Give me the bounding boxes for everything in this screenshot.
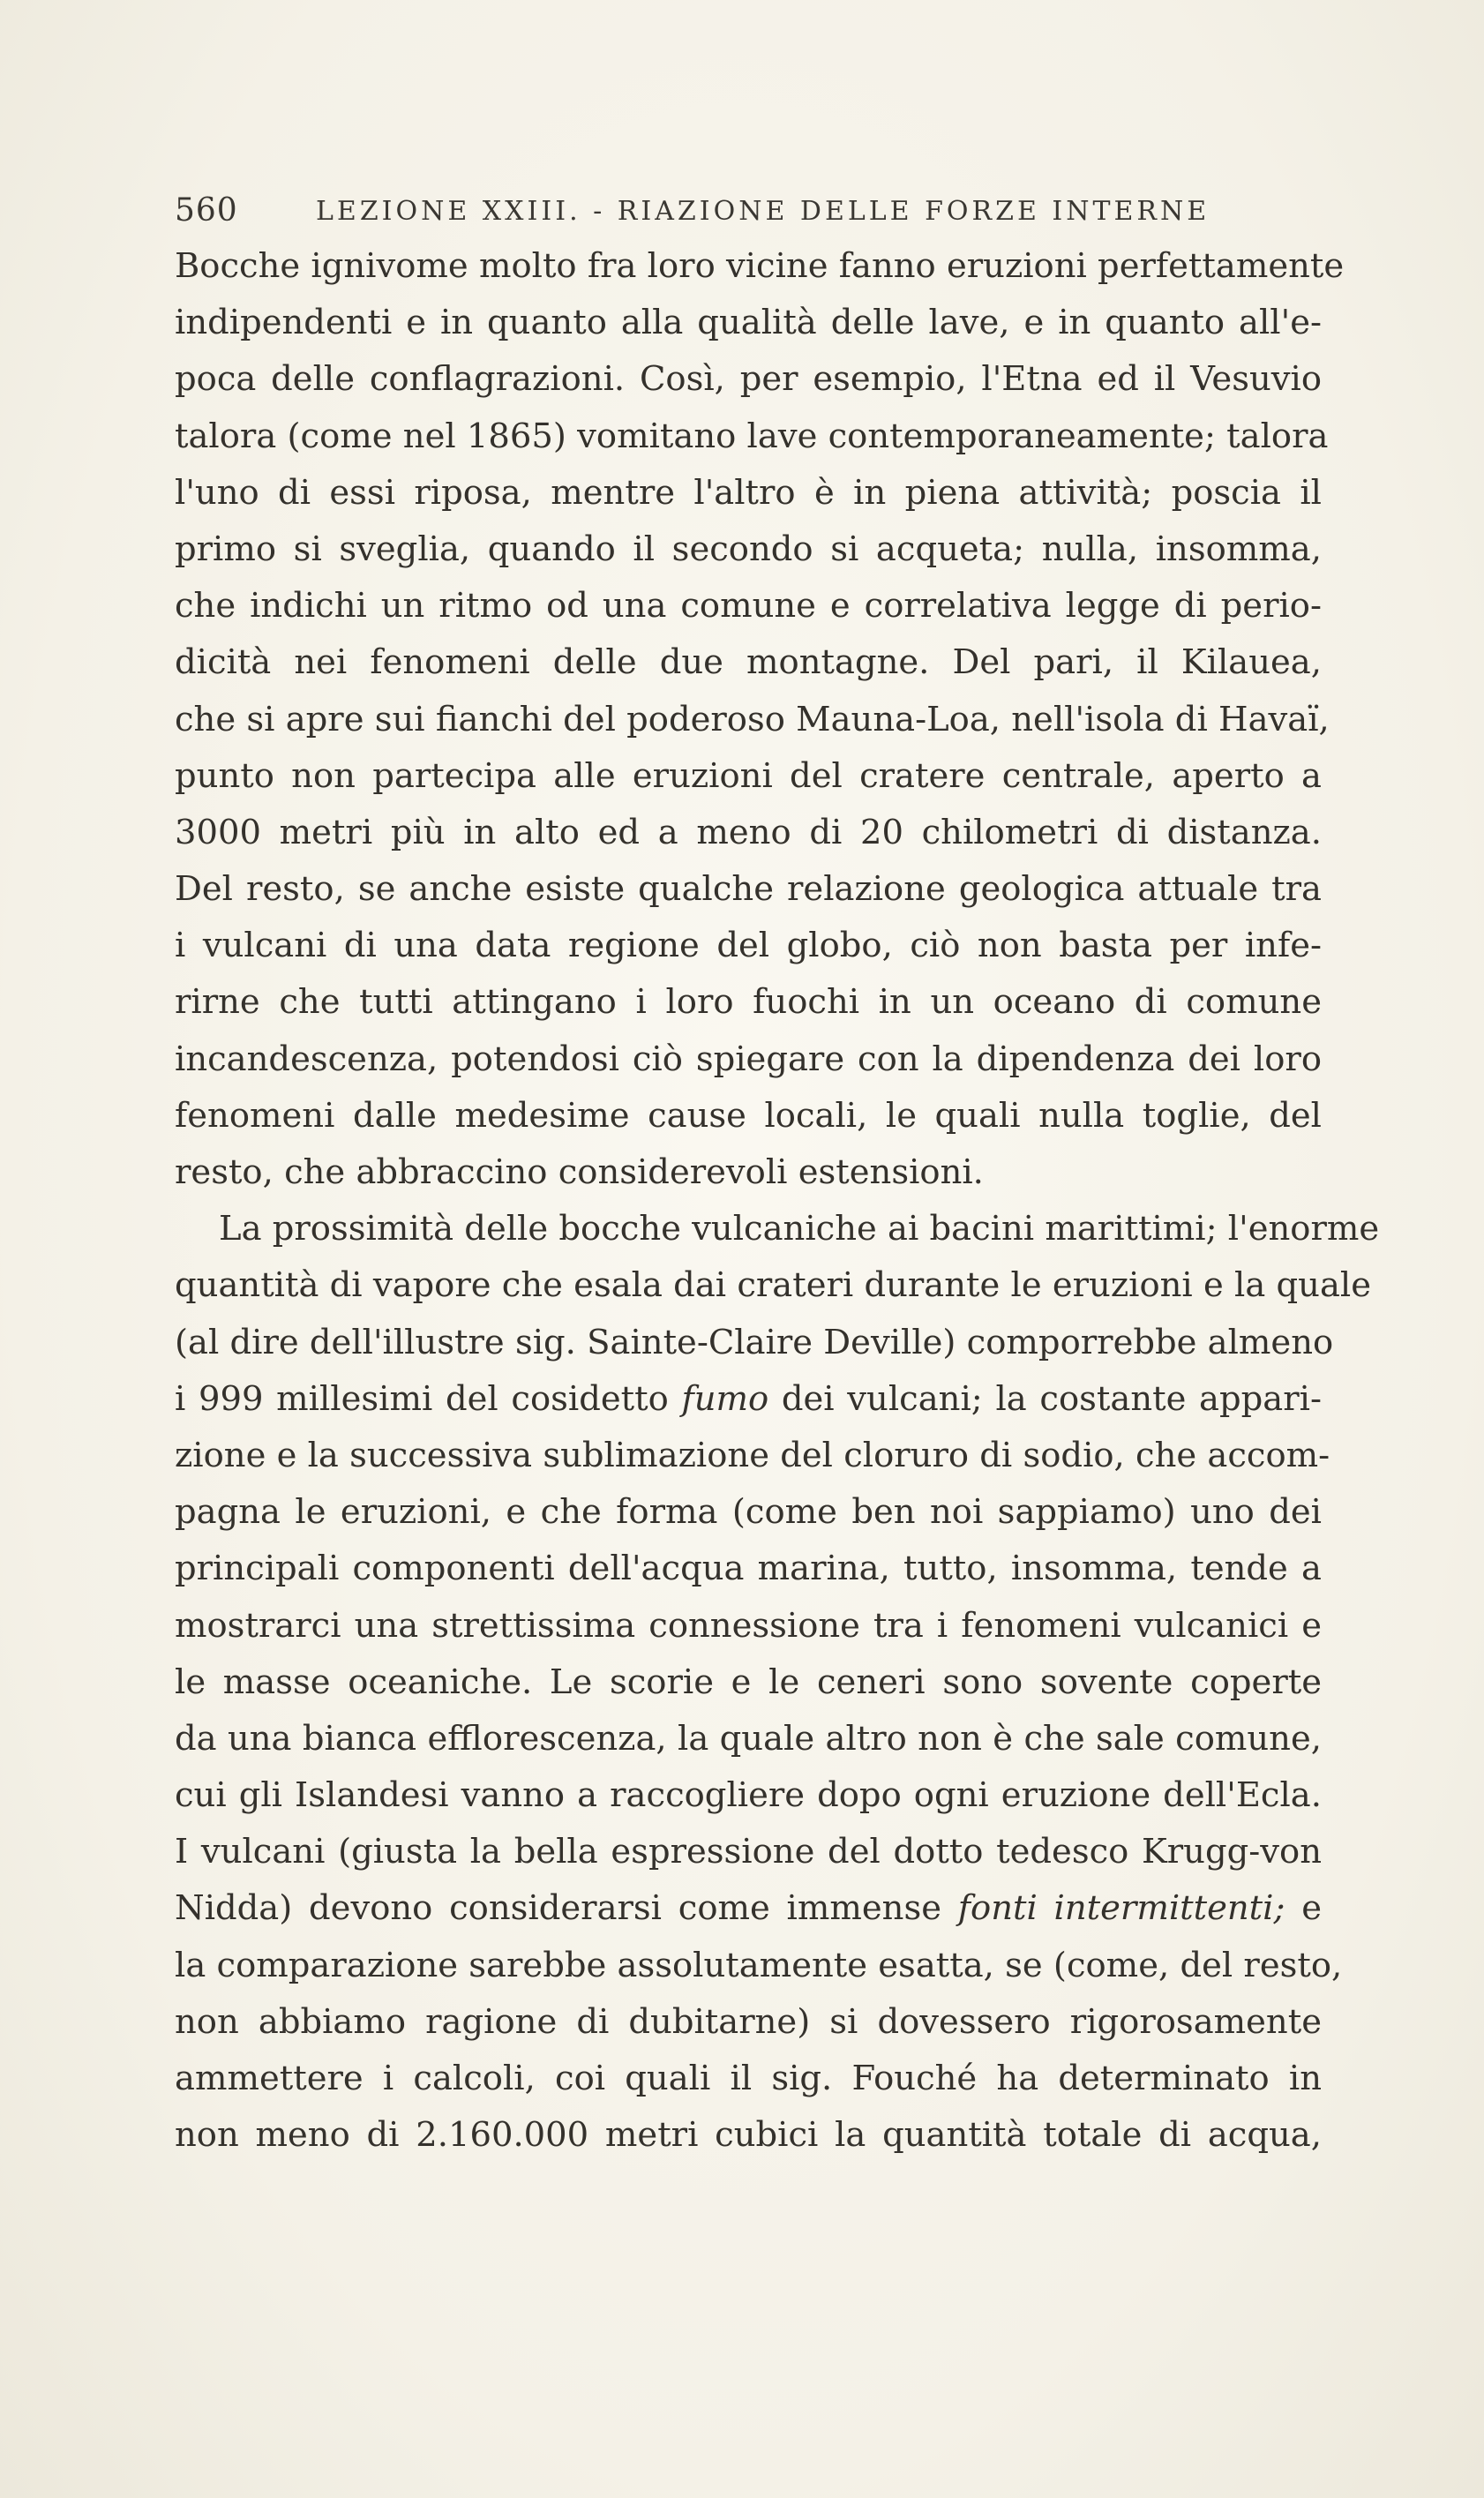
text-line: la comparazione sarebbe assolutamente esatta, se (come, del resto, xyxy=(175,1945,1343,1985)
text-line: quantità di vapore che esala dai crateri durante le eruzioni e la quale xyxy=(175,1265,1371,1306)
italic-term: fonti intermittenti; xyxy=(957,1888,1285,1929)
body-text xyxy=(175,238,1380,2164)
text-line: cui gli Islandesi vanno a raccogliere dopo ogni eruzione dell'Ecla. xyxy=(175,1775,1322,1816)
text-line: che si apre sui fianchi del poderoso Mauna-Loa, nell'isola di Havaï, xyxy=(175,699,1330,739)
text-line: le masse oceaniche. Le scorie e le ceneri sono sovente coperte xyxy=(175,1662,1322,1702)
text-line: La prossimità delle bocche vulcaniche ai bacini marittimi; l'enorme xyxy=(219,1209,1380,1249)
text-line-with-italic xyxy=(175,1880,1322,1937)
text-segment: Nidda) devono considerarsi come immense xyxy=(175,1888,942,1929)
text-line: non meno di 2.160.000 metri cubici la quantità totale di acqua, xyxy=(175,2115,1322,2156)
text-line: dicità nei fenomeni delle due montagne. Del pari, il Kilauea, xyxy=(175,642,1322,683)
text-line: talora (come nel 1865) vomitano lave contemporaneamente; talora xyxy=(175,416,1329,456)
text-line: rirne che tutti attingano i loro fuochi in un oceano di comune xyxy=(175,982,1322,1023)
text-line-with-italic xyxy=(175,1371,1322,1428)
text-line: indipendenti e in quanto alla qualità delle lave, e in quanto all'e- xyxy=(175,303,1322,343)
text-line: ammettere i calcoli, coi quali il sig. Fouché ha determinato in xyxy=(175,2059,1322,2098)
page-number: 560 xyxy=(175,192,238,229)
text-line: i vulcani di una data regione del globo, ciò non basta per infe- xyxy=(175,926,1322,966)
text-line: poca delle conflagrazioni. Così, per esempio, l'Etna ed il Vesuvio xyxy=(175,359,1322,400)
text-line: primo si sveglia, quando il secondo si acqueta; nulla, insomma, xyxy=(175,529,1322,569)
text-line: fenomeni dalle medesime cause locali, le quali nulla toglie, del xyxy=(175,1095,1322,1136)
text-line: (al dire dell'illustre sig. Sainte-Claire Deville) comporrebbe almeno xyxy=(175,1322,1334,1362)
text-line: non abbiamo ragione di dubitarne) si dovessero rigorosamente xyxy=(175,2001,1322,2042)
text-line: Bocche ignivome molto fra loro vicine fanno eruzioni perfettamente xyxy=(175,246,1345,286)
text-line: mostrarci una strettissima connessione tra i fenomeni vulcanici e xyxy=(175,1605,1322,1646)
text-line: da una bianca efflorescenza, la quale altro non è che sale comune, xyxy=(175,1718,1322,1759)
text-line: I vulcani (giusta la bella espressione del dotto tedesco Krugg-von xyxy=(175,1832,1322,1872)
running-title: LEZIONE XXIII. - RIAZIONE DELLE FORZE INTERNE xyxy=(316,196,1210,227)
text-line: che indichi un ritmo od una comune e correlativa legge di perio- xyxy=(175,586,1322,626)
text-line: Del resto, se anche esiste qualche relazione geologica attuale tra xyxy=(175,869,1322,910)
text-line: punto non partecipa alle eruzioni del cratere centrale, aperto a xyxy=(175,755,1322,796)
page-header xyxy=(175,192,1313,236)
text-line: principali componenti dell'acqua marina, tutto, insomma, tende a xyxy=(175,1549,1322,1589)
italic-term: fumo xyxy=(681,1378,769,1419)
text-segment: dei vulcani; la costante appari- xyxy=(781,1378,1322,1419)
text-line: pagna le eruzioni, e che forma (come ben noi sappiamo) uno dei xyxy=(175,1492,1322,1533)
text-segment: i 999 millesimi del cosidetto xyxy=(175,1378,669,1419)
text-segment: e xyxy=(1301,1888,1322,1929)
text-line: incandescenza, potendosi ciò spiegare con la dipendenza dei loro xyxy=(175,1039,1322,1079)
text-line: l'uno di essi riposa, mentre l'altro è in piena attività; poscia il xyxy=(175,472,1322,513)
text-line: resto, che abbraccino considerevoli estensioni. xyxy=(175,1152,984,1192)
text-line: 3000 metri più in alto ed a meno di 20 chilometri di distanza. xyxy=(175,812,1322,852)
text-line: zione e la successiva sublimazione del cloruro di sodio, che accom- xyxy=(175,1435,1330,1475)
